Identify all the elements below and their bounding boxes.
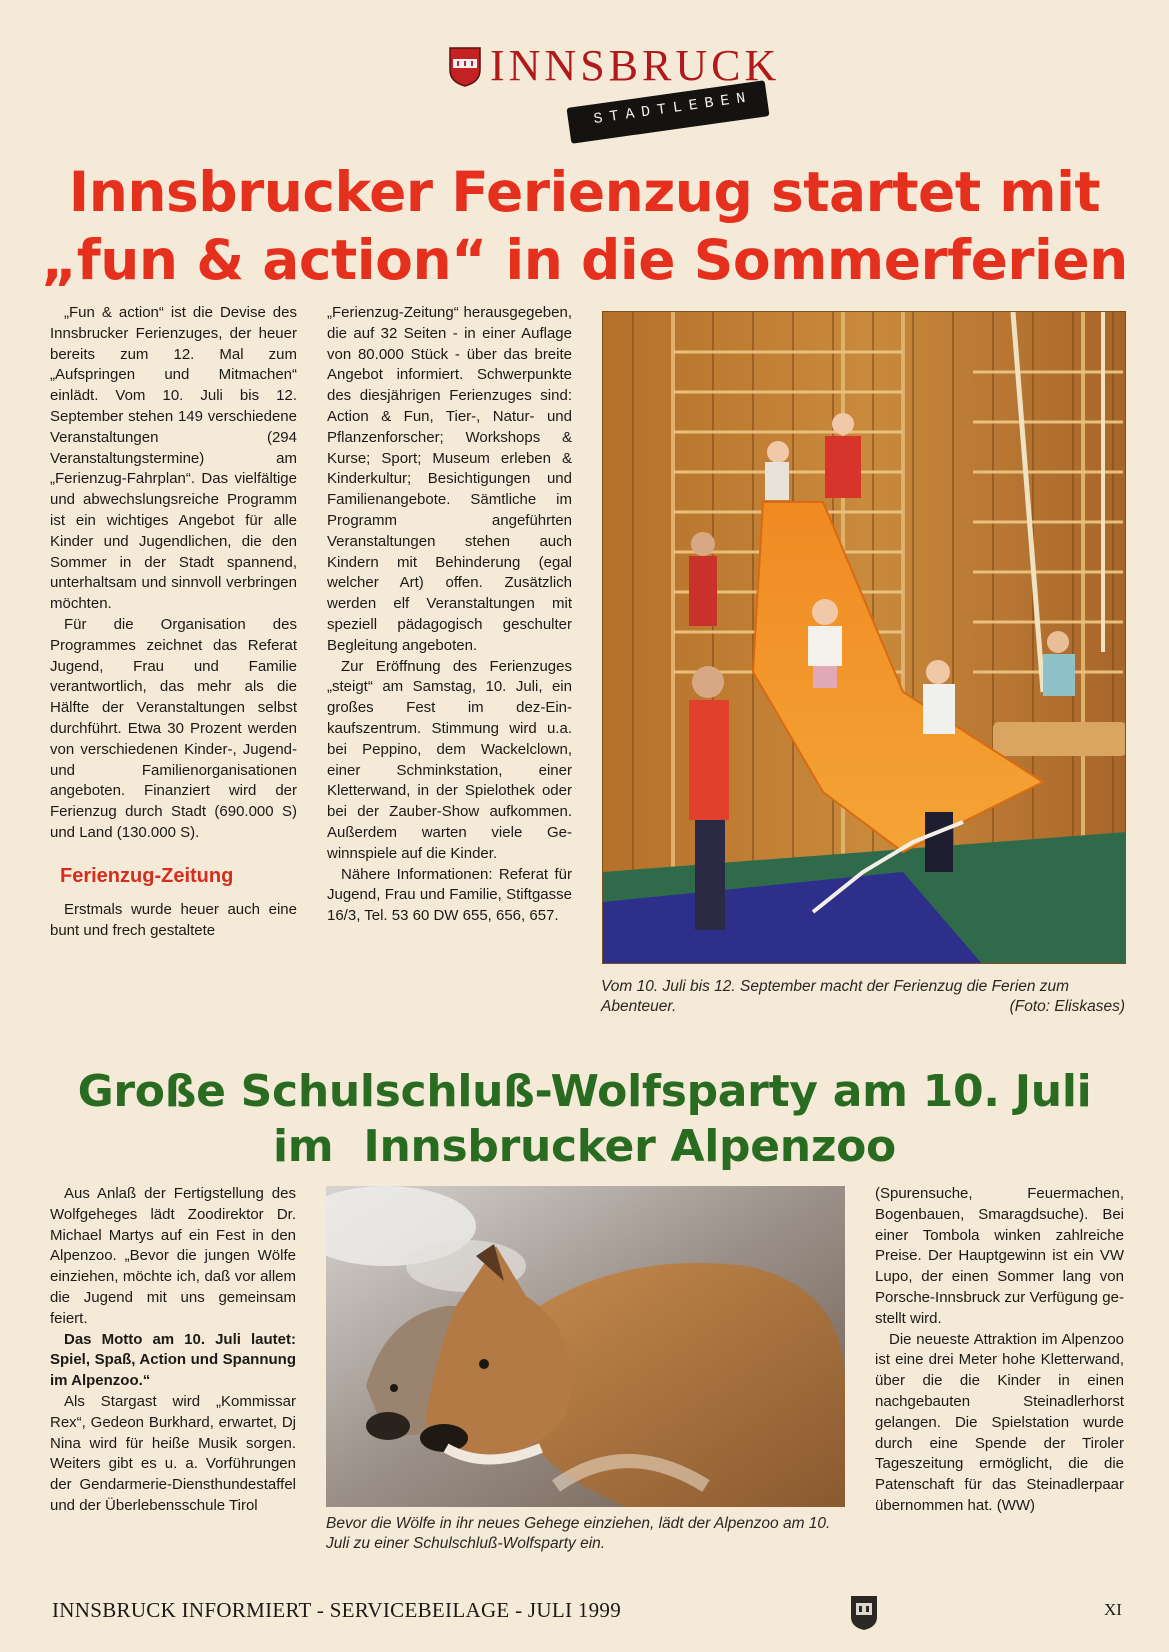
article2-paragraph: Aus Anlaß der Fertigstellung des Wolfgeheges lädt Zoodirektor Dr. Michael Martys auf ein Fest in den Alpenzoo. „Bevor die jungen Wölfe einziehen, möchte ich, daß vor allem die Jugend mit uns gemeinsam feiert. bbox=[50, 1185, 296, 1327]
article2-column3 bbox=[875, 1184, 1124, 1517]
article1-paragraph: Erstmals wurde heuer auch eine bunt und frech gestaltete bbox=[50, 900, 297, 939]
article1-paragraph: „Ferienzug-Zeitung“ herausgegeben, die auf 32 Seiten - in einer Auflage von 80.000 Stück - über das breite Angebot informiert. Schwerpunkte des diesjährigen Ferienzuges sind: Action & Fun, Tier-, Natur- und Pflanzenforscher; Workshops & Kurse; Sport; Museum erleben & Kinderkultur; Besichtigungen und Familienangebote. Sämtliche im Programm angeführten Veranstaltungen stehen auch Kindern mit Behinderung (egal welcher Art) offen. Zusätzlich werden elf Veranstaltungen mit speziell pädagogisch geschulter Begleitung angeboten. bbox=[327, 304, 572, 654]
article1-headline-line1: Innsbrucker Ferienzug startet mit bbox=[68, 160, 1101, 224]
ferienzug-photo bbox=[602, 311, 1126, 964]
ferienzug-photo-caption: Vom 10. Juli bis 12. September macht der Ferienzug die Ferien zum Abenteuer. bbox=[601, 978, 1070, 1015]
article1-headline-line2: „fun & action“ in die Sommerferien bbox=[41, 228, 1128, 292]
article2-headline-line1: Große Schulschluß-Wolfsparty am 10. Juli bbox=[77, 1066, 1092, 1117]
wolves-illustration bbox=[326, 1186, 845, 1507]
footer-publication: INNSBRUCK INFORMIERT - SERVICEBEILAGE - JULI 1999 bbox=[52, 1598, 622, 1622]
masthead-subtitle: STADTLEBEN bbox=[592, 88, 754, 129]
article1-headline bbox=[0, 158, 1169, 294]
gym-slide-illustration bbox=[603, 312, 1126, 964]
article2-paragraph: (Spurensuche, Feuermachen, Bogenbauen, Smaragdsuche). Bei einer Tombola winken zahlreiche Preise. Der Hauptgewinn ist ein VW Lupo, der einen Sommer lang von Porsche-Innsbruck zur Verfügung gestellt wird. bbox=[875, 1185, 1124, 1327]
page-number: XI bbox=[1104, 1600, 1122, 1619]
article1-column1 bbox=[50, 303, 297, 941]
article1-subheading: Ferienzug-Zeitung bbox=[60, 864, 234, 887]
wolf-photo bbox=[326, 1186, 845, 1507]
article2-headline bbox=[0, 1064, 1169, 1174]
article2-motto: Das Motto am 10. Juli lautet: Spiel, Spaß, Action und Spannung im Alpenzoo.“ bbox=[50, 1330, 296, 1390]
article1-paragraph: „Fun & action“ ist die Devise des Innsbrucker Ferienzuges, der heuer bereits zum 12. Mal zum „Aufspringen und Mitmachen“ einlädt. Vom 10. Juli bis 12. September stehen 149 verschiedene Veranstaltungen (294 Veranstaltungstermine) am „Ferienzug-Fahrplan“. Das vielfältige und abwechslungsreiche Programm ist ein wichtiges Angebot für alle Kinder und Jugendlichen, die den Sommer in der Stadt spannend, unterhaltsam und sinnvoll verbringen möchten. bbox=[50, 304, 297, 613]
article2-paragraph: Als Stargast wird „Kommissar Rex“, Gedeon Burkhard, erwartet, Dj Nina wird für heiße Musik sorgen. Weiters gibt es u. a. Vorführungen der Gendarmerie-Diensthundestaffel und der Überlebensschule Tirol bbox=[50, 1392, 296, 1514]
wolf-photo-caption: Bevor die Wölfe in ihr neues Gehege einziehen, lädt der Alpenzoo am 10. Juli zu einer Schulschluß-Wolfsparty ein. bbox=[326, 1515, 831, 1552]
masthead-title: INNSBRUCK bbox=[490, 41, 781, 90]
article1-paragraph: Nähere Informationen: Referat für Jugend, Frau und Familie, Stiftgasse 16/3, Tel. 53 60 DW 655, 656, 657. bbox=[327, 865, 572, 925]
article2-headline-line2: im Innsbrucker Alpenzoo bbox=[273, 1121, 896, 1172]
masthead bbox=[448, 40, 781, 135]
article1-paragraph: Für die Organisation des Programmes zeichnet das Referat Jugend, Frau und Familie verantwortlich, das mehr als die Hälfte der Veranstaltungen selbst durchführt. Etwa 30 Prozent werden von verschiedenen Kinder-, Jugend- und Familienorganisationen angeboten. Finanziert wird der Ferienzug durch Stadt (690.000 S) und Land (130.000 S). bbox=[50, 615, 297, 841]
article1-column2 bbox=[327, 303, 572, 927]
article2-paragraph: Die neueste Attraktion im Alpenzoo ist eine drei Meter hohe Kletterwand, über die die Kinder in einen nachgebauten Steinadlerhorst gelangen. Die Spielstation wurde durch eine Spende der Tiroler Tageszeitung ermöglicht, die die Patenschaft für das Steinadlerpaar übernommen hat. (WW) bbox=[875, 1330, 1124, 1514]
coat-of-arms-icon bbox=[448, 46, 482, 88]
article2-column1 bbox=[50, 1184, 296, 1517]
article1-paragraph: Zur Eröffnung des Ferienzuges „steigt“ am Samstag, 10. Juli, ein großes Fest im dez-Einkaufszentrum. Stimmung wird u.a. bei Peppino, dem Wackelclown, einer Schminkstation, einer Kletterwand, in der Spielothek oder bei der Zauber-Show aufkommen. Außerdem warten viele Gewinnspiele auf die Kinder. bbox=[327, 657, 572, 862]
city-badge-icon bbox=[850, 1595, 878, 1631]
photo-credit: (Foto: Eliskases) bbox=[1009, 998, 1125, 1015]
